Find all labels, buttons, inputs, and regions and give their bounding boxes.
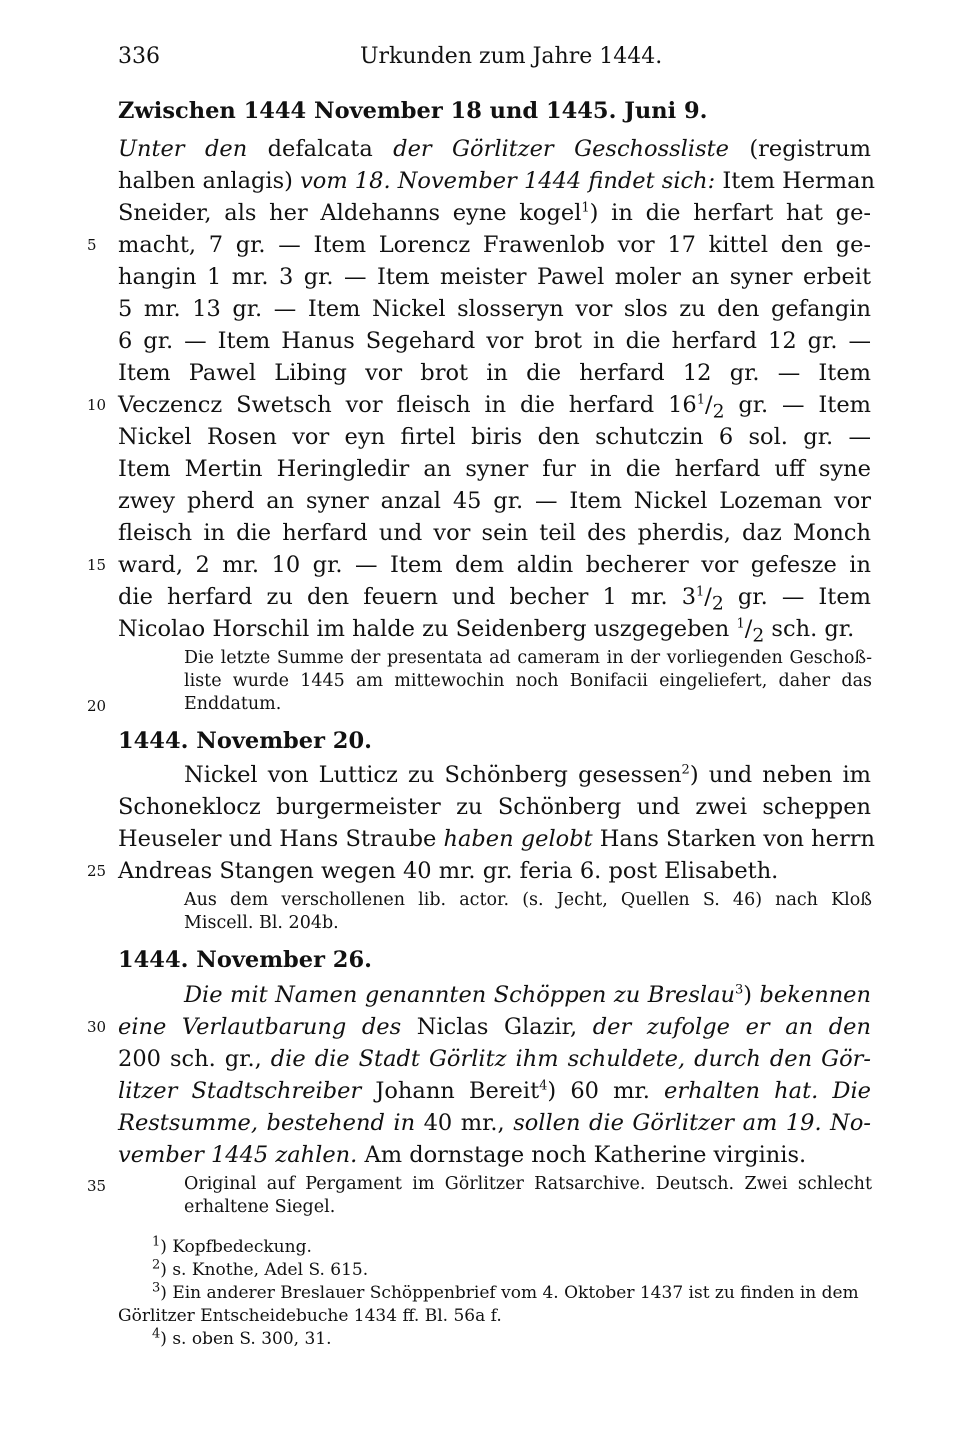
line-number: 15 bbox=[87, 556, 107, 574]
editorial-note: Original auf Pergament im Görlitzer Ratsarchive. Deutsch. Zwei schlecht bbox=[184, 1174, 872, 1194]
footnote: $^1$) Kopfbedeckung. bbox=[152, 1234, 312, 1257]
text-line: eine Verlautbarung des Niclas Glazir, der zufolge er an den bbox=[118, 1014, 871, 1040]
page-number: 336 bbox=[118, 44, 160, 69]
text-line: halben anlagis) vom 18. November 1444 findet sich: Item Herman bbox=[118, 168, 876, 194]
text-line: Veczencz Swetsch vor fleisch in die herfard $16^1/_2$ gr. — Item bbox=[118, 392, 871, 423]
text-line: 200 sch. gr., die die Stadt Görlitz ihm schuldete, durch den Gör- bbox=[118, 1046, 871, 1072]
footnote: $^3$) Ein anderer Breslauer Schöppenbrief vom 4. Oktober 1437 ist zu finden in dem bbox=[152, 1280, 859, 1303]
entry-heading: 1444. November 20. bbox=[118, 728, 372, 754]
editorial-note: Miscell. Bl. 204b. bbox=[184, 913, 339, 933]
line-number: 25 bbox=[87, 862, 107, 880]
editorial-note: Enddatum. bbox=[184, 694, 282, 714]
text-line: Unter den defalcata der Görlitzer Geschossliste (registrum bbox=[118, 136, 872, 162]
text-line: litzer Stadtschreiber Johann Bereit$^4$) 60 mr. erhalten hat. Die bbox=[118, 1078, 871, 1104]
text-line: 6 gr. — Item Hanus Segehard vor brot in die herfard 12 gr. — bbox=[118, 328, 871, 354]
text-line: zwey pherd an syner anzal 45 gr. — Item Nickel Lozeman vor bbox=[118, 488, 871, 514]
text-line: ward, 2 mr. 10 gr. — Item dem aldin becherer vor gefesze in bbox=[118, 552, 871, 578]
running-title: Urkunden zum Jahre 1444. bbox=[360, 44, 663, 69]
text-line: macht, 7 gr. — Item Lorencz Frawenlob vor 17 kittel den ge- bbox=[118, 232, 871, 258]
text-line: Restsumme, bestehend in 40 mr., sollen die Görlitzer am 19. No- bbox=[118, 1110, 871, 1136]
text-line: Heuseler und Hans Straube haben gelobt Hans Starken von herrn bbox=[118, 826, 875, 852]
text-line: Die mit Namen genannten Schöppen zu Breslau$^3$) bekennen bbox=[184, 982, 871, 1008]
text-line: Schoneklocz burgermeister zu Schönberg und zwei scheppen bbox=[118, 794, 871, 820]
text-line: Sneider, als her Aldehanns eyne kogel$^1$) in die herfart hat ge- bbox=[118, 200, 871, 226]
entry-heading: 1444. November 26. bbox=[118, 947, 372, 973]
text-line: Andreas Stangen wegen 40 mr. gr. feria 6. post Elisabeth. bbox=[118, 858, 779, 884]
editorial-note: erhaltene Siegel. bbox=[184, 1197, 336, 1217]
text-line: Item Mertin Heringledir an syner fur in die herfard uff syne bbox=[118, 456, 871, 482]
footnote: $^4$) s. oben S. 300, 31. bbox=[152, 1326, 332, 1349]
text-line: die herfard zu den feuern und becher 1 mr. $3^1/_2$ gr. — Item bbox=[118, 584, 871, 615]
text-line: 5 mr. 13 gr. — Item Nickel slosseryn vor slos zu den gefangin bbox=[118, 296, 871, 322]
line-number: 10 bbox=[87, 396, 107, 414]
text-line: Nickel von Lutticz zu Schönberg gesessen$^2$) und neben im bbox=[184, 762, 871, 788]
line-number: 30 bbox=[87, 1018, 107, 1036]
text-line: Item Pawel Libing vor brot in die herfard 12 gr. — Item bbox=[118, 360, 871, 386]
text-line: Nicolao Horschil im halde zu Seidenberg uszgegeben $^1/_2$ sch. gr. bbox=[118, 616, 855, 647]
editorial-note: Die letzte Summe der presentata ad cameram in der vorliegenden Geschoß- bbox=[184, 648, 872, 668]
footnote: $^2$) s. Knothe, Adel S. 615. bbox=[152, 1257, 369, 1280]
editorial-note: liste wurde 1445 am mittewochin noch Bonifacii eingeliefert, daher das bbox=[184, 671, 872, 691]
text-line: hangin 1 mr. 3 gr. — Item meister Pawel moler an syner erbeit bbox=[118, 264, 871, 290]
editorial-note: Aus dem verschollenen lib. actor. (s. Jecht, Quellen S. 46) nach Kloß bbox=[184, 890, 872, 910]
text-line: vember 1445 zahlen. Am dornstage noch Katherine virginis. bbox=[118, 1142, 807, 1168]
text-line: fleisch in die herfard und vor sein teil des pherdis, daz Monch bbox=[118, 520, 871, 546]
line-number: 5 bbox=[87, 236, 97, 254]
footnote: Görlitzer Entscheidebuche 1434 ff. Bl. 56a f. bbox=[118, 1306, 502, 1326]
line-number: 35 bbox=[87, 1177, 107, 1195]
line-number: 20 bbox=[87, 697, 107, 715]
text-line: Nickel Rosen vor eyn firtel biris den schutczin 6 sol. gr. — bbox=[118, 424, 871, 450]
entry-heading: Zwischen 1444 November 18 und 1445. Juni 9. bbox=[118, 98, 708, 124]
